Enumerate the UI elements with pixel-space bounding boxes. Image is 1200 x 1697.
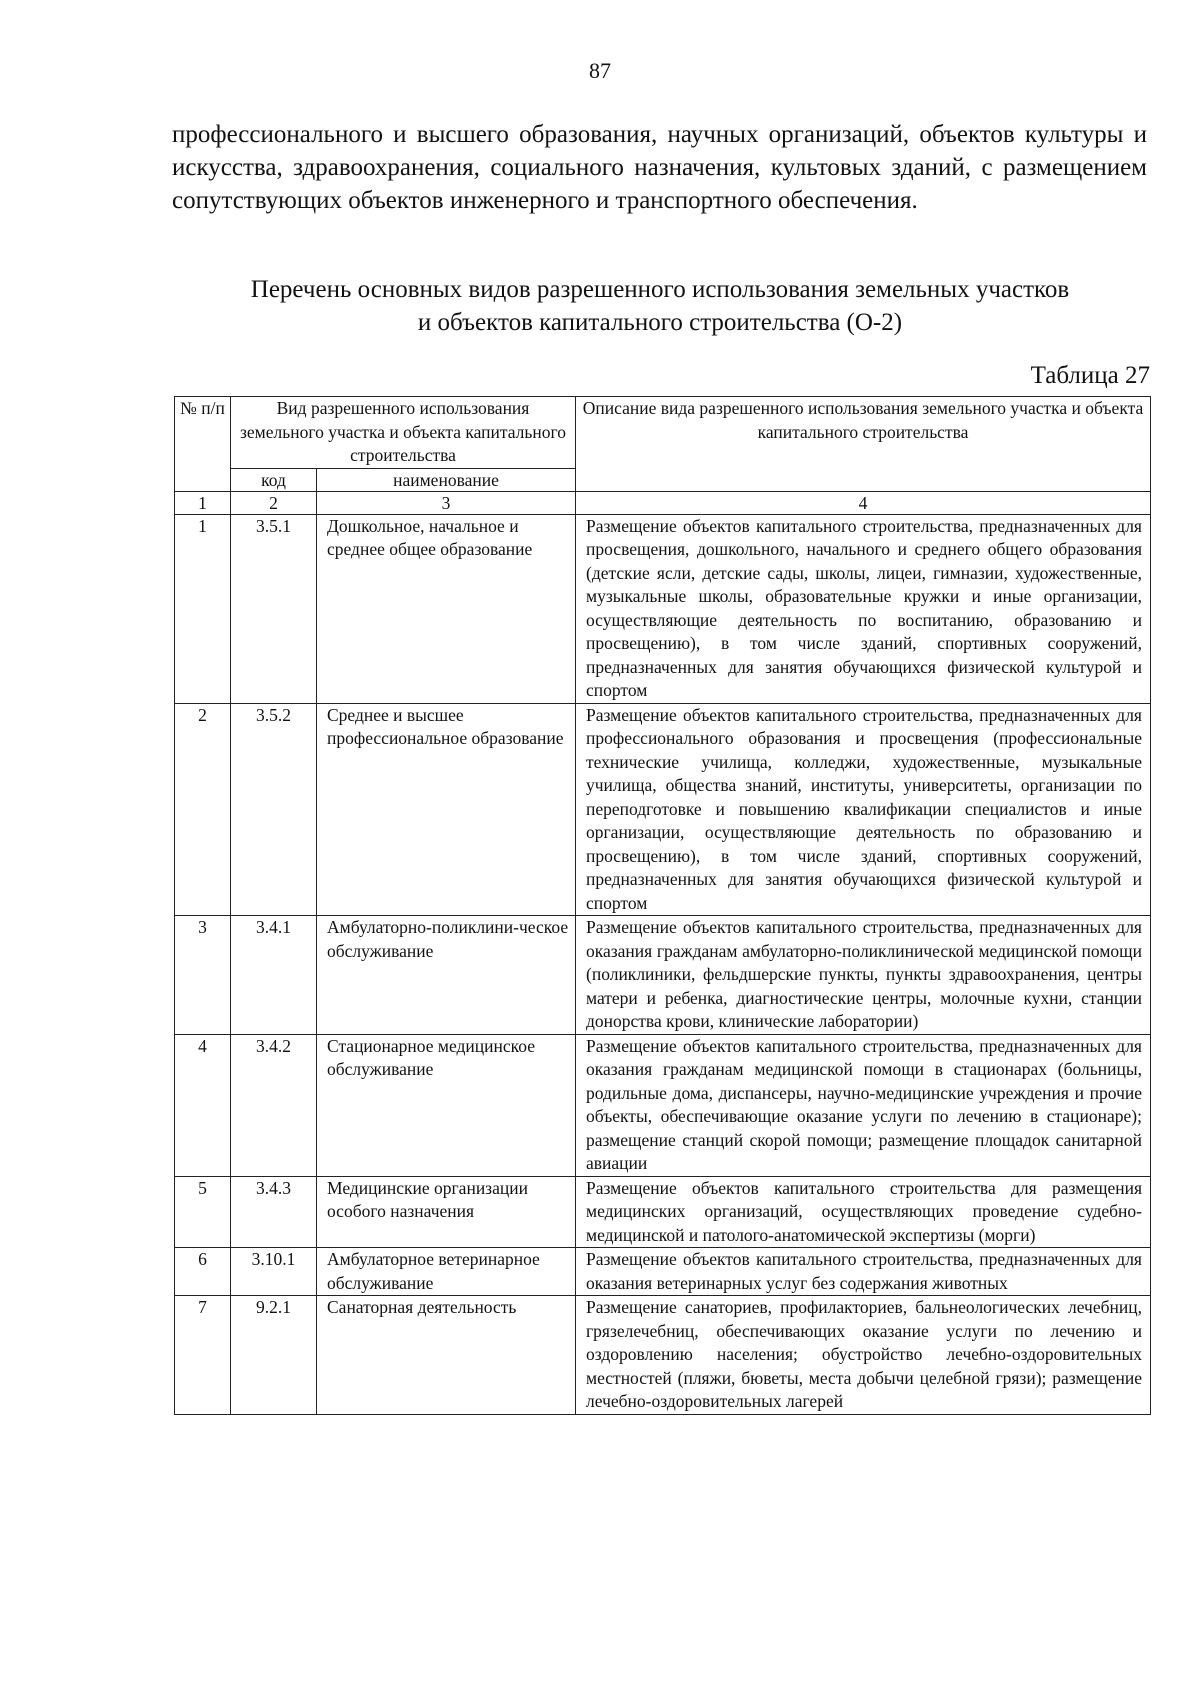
- row-num: 4: [175, 1034, 231, 1176]
- list-title-line-1: Перечень основных видов разрешенного использования земельных участков: [250, 276, 1070, 303]
- table-caption: Таблица 27: [1030, 362, 1150, 389]
- row-description: Размещение объектов капитального строительства, предназначенных для оказания гражданам медицинской помощи в стационарах (больницы, родильные дома, диспансеры, научно-медицинские учреждения и прочие объекты, обеспечивающие оказание услуги по лечению в стационаре); размещение станций скорой помощи; размещение площадок санитарной авиации: [576, 1034, 1151, 1176]
- row-description: Размещение объектов капитального строительства для размещения медицинских организаций, осуществляющих проведение судебно-медицинской и патолого-анатомической экспертизы (морги): [576, 1176, 1151, 1248]
- row-code: 3.4.2: [231, 1034, 317, 1176]
- column-index: 4: [576, 491, 1151, 514]
- table-header-row: [175, 397, 1151, 469]
- column-index: 1: [175, 491, 231, 514]
- row-num: 3: [175, 916, 231, 1035]
- row-num: 6: [175, 1248, 231, 1296]
- header-description: Описание вида разрешенного использования земельного участка и объекта капитального строительства: [576, 397, 1151, 492]
- header-code: код: [231, 468, 317, 491]
- list-title-line-2: и объектов капитального строительства (О-2): [417, 309, 903, 336]
- table-row: [175, 1176, 1151, 1248]
- land-use-table: [174, 396, 1151, 1415]
- row-code: 3.10.1: [231, 1248, 317, 1296]
- table-row: [175, 703, 1151, 916]
- row-code: 3.5.1: [231, 514, 317, 703]
- row-name: Стационарное медицинское обслуживание: [317, 1034, 576, 1176]
- row-name: Амбулаторное ветеринарное обслуживание: [317, 1248, 576, 1296]
- row-description: Размещение объектов капитального строительства, предназначенных для оказания ветеринарных услуг без содержания животных: [576, 1248, 1151, 1296]
- page-number: 87: [589, 58, 611, 83]
- row-num: 5: [175, 1176, 231, 1248]
- row-name: Медицинские организации особого назначения: [317, 1176, 576, 1248]
- row-code: 3.5.2: [231, 703, 317, 916]
- row-name: Дошкольное, начальное и среднее общее образование: [317, 514, 576, 703]
- row-description: Размещение объектов капитального строительства, предназначенных для просвещения, дошкольного, начального и среднего общего образования (детские ясли, детские сады, школы, лицеи, гимназии, художественные, музыкальные школы, образовательные кружки и иные организации, осуществляющие деятельность по воспитанию, образованию и просвещению), в том числе зданий, спортивных сооружений, предназначенных для занятия обучающихся физической культурой и спортом: [576, 514, 1151, 703]
- column-index-row: [175, 491, 1151, 514]
- header-num: № п/п: [175, 397, 231, 492]
- row-code: 3.4.1: [231, 916, 317, 1035]
- row-description: Размещение санаториев, профилакториев, бальнеологических лечебниц, грязелечебниц, обеспечивающих оказание услуги по лечению и оздоровлению населения; обустройство лечебно-оздоровительных местностей (пляжи, бюветы, места добычи целебной грязи); размещение лечебно-оздоровительных лагерей: [576, 1296, 1151, 1415]
- row-code: 3.4.3: [231, 1176, 317, 1248]
- row-description: Размещение объектов капитального строительства, предназначенных для профессионального образования и просвещения (профессиональные технические училища, колледжи, художественные, музыкальные училища, общества знаний, институты, университеты, организации по переподготовке и повышению квалификации специалистов и иные организации, осуществляющие деятельность по образованию и просвещению), в том числе зданий, спортивных сооружений, предназначенных для занятия обучающихся физической культурой и спортом: [576, 703, 1151, 916]
- row-code: 9.2.1: [231, 1296, 317, 1415]
- table-row: [175, 1296, 1151, 1415]
- intro-paragraph: профессионального и высшего образования, научных организаций, объектов культуры и искусства, здравоохранения, социального назначения, культовых зданий, с размещением сопутствующих объектов инженерного и транспортного обеспечения.: [172, 121, 1147, 214]
- row-description: Размещение объектов капитального строительства, предназначенных для оказания гражданам амбулаторно-поликлинической медицинской помощи (поликлиники, фельдшерские пункты, пункты здравоохранения, центры матери и ребенка, диагностические центры, молочные кухни, станции донорства крови, клинические лаборатории): [576, 916, 1151, 1035]
- header-name: наименование: [317, 468, 576, 491]
- list-title: [150, 273, 1170, 339]
- row-num: 1: [175, 514, 231, 703]
- row-num: 7: [175, 1296, 231, 1415]
- row-name: Санаторная деятельность: [317, 1296, 576, 1415]
- table-row: [175, 916, 1151, 1035]
- table-row: [175, 1248, 1151, 1296]
- header-kind: Вид разрешенного использования земельного участка и объекта капитального строительства: [231, 397, 576, 469]
- column-index: 3: [317, 491, 576, 514]
- table-row: [175, 514, 1151, 703]
- column-index: 2: [231, 491, 317, 514]
- row-name: Среднее и высшее профессиональное образование: [317, 703, 576, 916]
- row-name: Амбулаторно-поликлини-ческое обслуживание: [317, 916, 576, 1035]
- row-num: 2: [175, 703, 231, 916]
- table-row: [175, 1034, 1151, 1176]
